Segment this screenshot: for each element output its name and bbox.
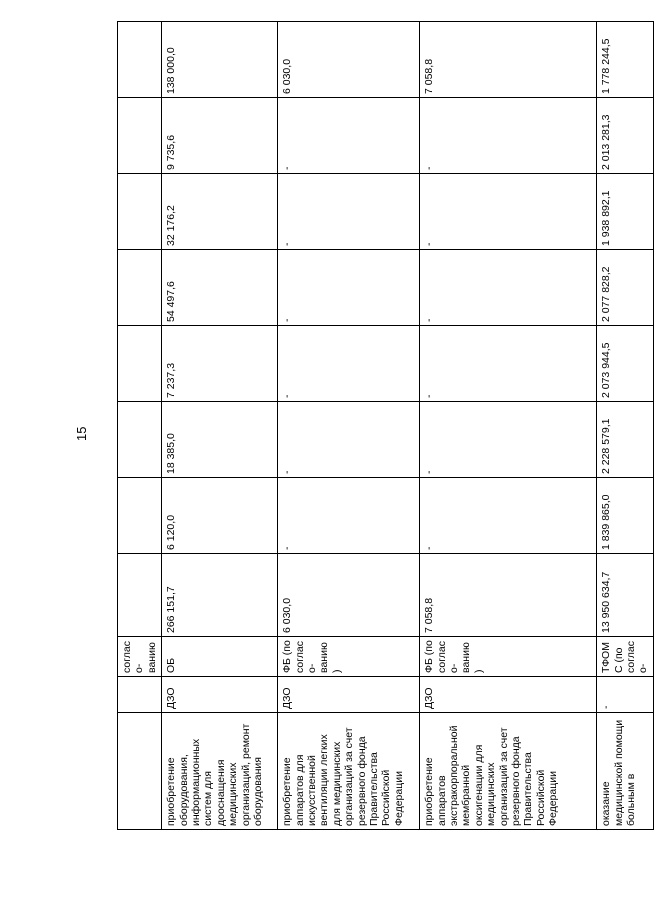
executor-cell-text: ДЗО (423, 687, 436, 709)
executor-cell-text: ДЗО (281, 687, 294, 709)
table-row (278, 22, 420, 830)
amount-cell-text: - (281, 546, 294, 550)
amount-cell-text: - (423, 242, 436, 246)
amount-cell-text: 2 228 579,1 (600, 418, 613, 474)
executor-cell (162, 677, 278, 713)
amount-cell (420, 554, 597, 637)
description-cell-text: оказание медицинской помощи больным в (600, 719, 638, 826)
amount-cell-text: 1 839 865,0 (600, 494, 613, 550)
funding-source-cell-text: ФБ (по согласо- ванию) (281, 640, 343, 673)
amount-cell-text: 138 000,0 (165, 47, 178, 94)
amount-cell-text: - (281, 166, 294, 170)
amount-cell (597, 554, 654, 637)
amount-cell-text: - (281, 470, 294, 474)
amount-cell (162, 22, 278, 98)
amount-cell (420, 250, 597, 326)
amount-cell (420, 174, 597, 250)
amount-cell (278, 22, 420, 98)
amount-cell-text: 2 013 281,3 (600, 114, 613, 170)
amount-cell (597, 98, 654, 174)
amount-cell-text: 18 385,0 (165, 433, 178, 474)
header-cell (118, 174, 162, 250)
amount-cell (420, 402, 597, 478)
amount-cell-text: - (281, 242, 294, 246)
amount-cell (420, 22, 597, 98)
description-cell-text: приобретение аппаратов экстракорпоральной мембранной оксигенации для медицинских организаций за счет резервного фонда Правительства Российской Федерации (423, 725, 560, 826)
amount-cell-text: 6 030,0 (281, 597, 294, 633)
amount-cell-text: 7 058,8 (423, 58, 436, 94)
amount-cell (278, 554, 420, 637)
table-row (597, 22, 654, 830)
amount-cell-text: 7 237,3 (165, 362, 178, 398)
funding-source-cell-text: ФБ (по согласо- ванию) (423, 640, 485, 673)
amount-cell (162, 478, 278, 554)
table-header-continuation-row (118, 22, 162, 830)
amount-cell-text: 32 176,2 (165, 205, 178, 246)
funding-source-cell (278, 637, 420, 677)
amount-cell (597, 402, 654, 478)
amount-cell (162, 174, 278, 250)
header-cell (118, 250, 162, 326)
amount-cell-text: 6 030,0 (281, 58, 294, 94)
table-row (162, 22, 278, 830)
amount-cell (162, 402, 278, 478)
amount-cell (162, 326, 278, 402)
amount-cell-text: 6 120,0 (165, 514, 178, 550)
header-cell (118, 637, 162, 677)
amount-cell (162, 554, 278, 637)
header-cell (118, 677, 162, 713)
amount-cell-text: - (423, 166, 436, 170)
executor-cell (278, 677, 420, 713)
funding-source-cell-text: ТФОМС (по согласо- (600, 640, 650, 673)
amount-cell-text: - (423, 546, 436, 550)
amount-cell-text: - (423, 394, 436, 398)
amount-cell-text: 7 058,8 (423, 597, 436, 633)
amount-cell-text: - (281, 394, 294, 398)
header-cell (118, 402, 162, 478)
amount-cell (597, 478, 654, 554)
amount-cell (597, 22, 654, 98)
amount-cell (420, 478, 597, 554)
header-cell (118, 22, 162, 98)
amount-cell-text: 54 497,6 (165, 281, 178, 322)
description-cell-text: приобретение аппаратов для искусственной вентиляции легких для медицинских организаций за счет резервного фонда Правительства Российской Федерации (281, 727, 405, 826)
funding-source-cell (162, 637, 278, 677)
amount-cell (278, 478, 420, 554)
funding-source-cell (420, 637, 597, 677)
header-cell (118, 98, 162, 174)
table-row (420, 22, 597, 830)
rotated-table-wrapper (117, 22, 650, 830)
amount-cell-text: 9 735,6 (165, 134, 178, 170)
description-cell (278, 713, 420, 830)
description-cell-text: приобретение оборудования, информационных систем для дооснащения медицинских организаций, ремонт оборудования (165, 723, 265, 826)
header-cell (118, 554, 162, 637)
header-cell-text: согласо- ванию (121, 640, 158, 673)
description-cell (162, 713, 278, 830)
amount-cell (597, 174, 654, 250)
funding-source-cell (597, 637, 654, 677)
description-cell (420, 713, 597, 830)
page-number: 15 (74, 426, 89, 441)
executor-cell-text: ДЗО (165, 687, 178, 709)
amount-cell-text: - (281, 318, 294, 322)
amount-cell-text: 13 950 634,7 (600, 571, 613, 633)
executor-cell-text: - (600, 705, 613, 709)
amount-cell (597, 250, 654, 326)
budget-table (117, 21, 654, 830)
amount-cell-text: - (423, 470, 436, 474)
amount-cell-text: 1 778 244,5 (600, 38, 613, 94)
amount-cell (278, 326, 420, 402)
amount-cell (278, 250, 420, 326)
amount-cell-text: 266 151,7 (165, 586, 178, 633)
amount-cell (278, 174, 420, 250)
amount-cell (162, 98, 278, 174)
amount-cell (278, 98, 420, 174)
amount-cell (420, 326, 597, 402)
amount-cell (597, 326, 654, 402)
description-cell (597, 713, 654, 830)
header-cell (118, 478, 162, 554)
header-cell (118, 326, 162, 402)
funding-source-cell-text: ОБ (165, 657, 178, 673)
amount-cell (162, 250, 278, 326)
executor-cell (420, 677, 597, 713)
header-cell (118, 713, 162, 830)
amount-cell-text: 2 077 828,2 (600, 266, 613, 322)
amount-cell (420, 98, 597, 174)
amount-cell-text: 1 938 892,1 (600, 190, 613, 246)
amount-cell (278, 402, 420, 478)
amount-cell-text: 2 073 944,5 (600, 342, 613, 398)
amount-cell-text: - (423, 318, 436, 322)
executor-cell (597, 677, 654, 713)
